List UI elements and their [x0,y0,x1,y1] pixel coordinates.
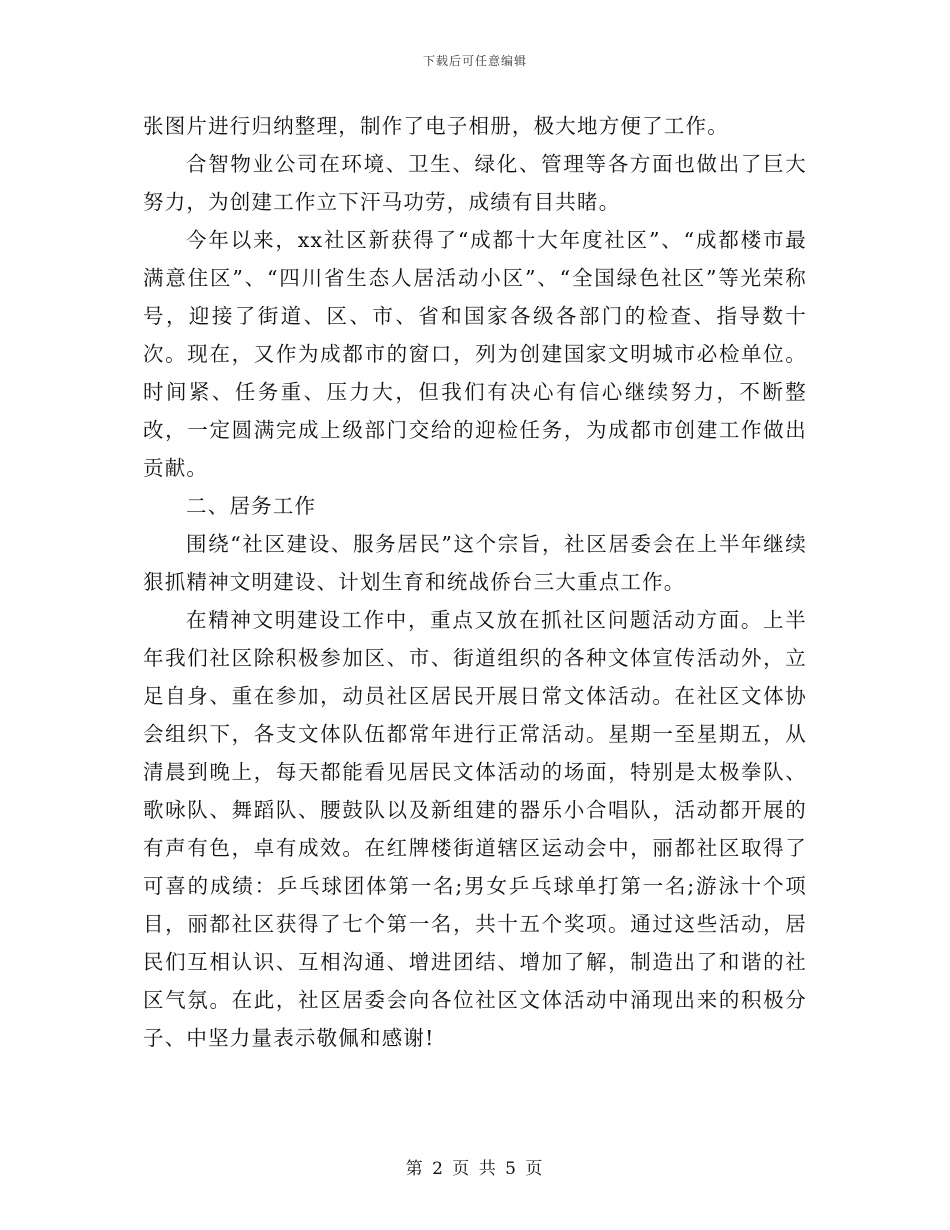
paragraph-purpose: 围绕“社区建设、服务居民”这个宗旨，社区居委会在上半年继续狠抓精神文明建设、计划生育和统战侨台三大重点工作。 [143,532,807,594]
document-body [143,107,807,1057]
paragraph-continuation: 张图片进行归纳整理，制作了电子相册，极大地方便了工作。 [143,114,729,138]
paragraph-cultural-activities: 在精神文明建设工作中，重点又放在抓社区问题活动方面。上半年我们社区除积极参加区、市、街道组织的各种文体宣传活动外，立足自身、重在参加，动员社区居民开展日常文体活动。在社区文体协会组织下，各支文体队伍都常年进行正常活动。星期一至星期五，从清晨到晚上，每天都能看见居民文体活动的场面，特别是太极拳队、歌咏队、舞蹈队、腰鼓队以及新组建的器乐小合唱队，活动都开展的有声有色，卓有成效。在红牌楼街道辖区运动会中，丽都社区取得了可喜的成绩：乒乓球团体第一名;男女乒乓球单打第一名;游泳十个项目，丽都社区获得了七个第一名，共十五个奖项。通过这些活动，居民们互相认识、互相沟通、增进团结、增加了解，制造出了和谐的社区气氛。在此，社区居委会向各位社区文体活动中涌现出来的积极分子、中坚力量表示敬佩和感谢! [143,608,807,1050]
page-number-footer: 第 2 页 共 5 页 [405,1159,545,1179]
paragraph-property-company: 合智物业公司在环境、卫生、绿化、管理等各方面也做出了巨大努力，为创建工作立下汗马功劳，成绩有目共睹。 [143,152,807,214]
page-header: 下载后可任意编辑 [422,54,527,68]
paragraph-honors: 今年以来，xx社区新获得了“成都十大年度社区”、“成都楼市最满意住区”、“四川省生态人居活动小区”、“全国绿色社区”等光荣称号，迎接了街道、区、市、省和国家各级各部门的检查、指导数十次。现在，又作为成都市的窗口，列为创建国家文明城市必检单位。时间紧、任务重、压力大，但我们有决心有信心继续努力，不断整改，一定圆满完成上级部门交给的迎检任务，为成都市创建工作做出贡献。 [143,228,807,480]
section-heading-resident-affairs: 二、居务工作 [186,494,317,518]
